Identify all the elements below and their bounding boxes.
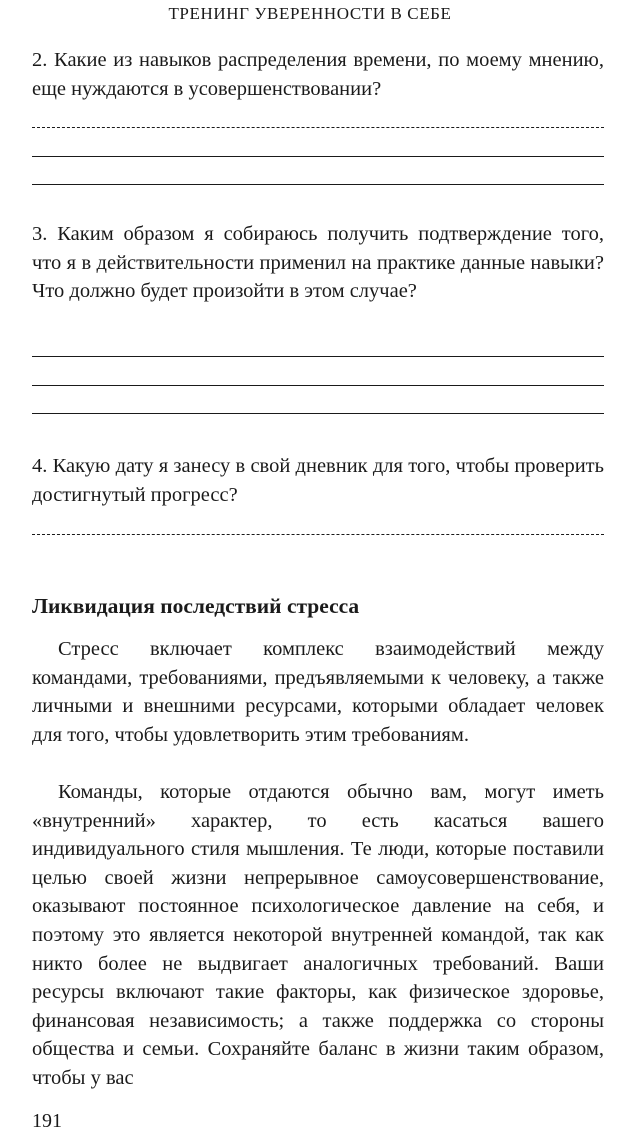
section-title: Ликвидация последствий стресса: [32, 594, 360, 618]
answer-line: [32, 127, 604, 128]
answer-line: [32, 413, 604, 414]
answer-line: [32, 156, 604, 157]
running-head: ТРЕНИНГ УВЕРЕННОСТИ В СЕБЕ: [168, 4, 452, 23]
question-4: 4. Какую дату я занесу в свой дневник для того, чтобы проверить достигнутый прогресс?: [32, 455, 604, 506]
body-paragraph-2: Команды, которые отдаются обычно вам, могут иметь «внутренний» характер, то есть касаться вашего индивидуального стиля мышления. Те люди, которые поставили целью своей жизни непрерывное самоусовершенствование, оказывают постоянное психологическое давление на себя, и поэтому это является некоторой внутренней командой, так как никто более не выдвигает аналогичных требований. Ваши ресурсы включают такие факторы, как физическое здоровье, финансовая независимость; а также поддержка со стороны общества и семьи. Сохраняйте баланс в жизни таким образом, чтобы у вас: [32, 781, 604, 1089]
answer-line: [32, 184, 604, 185]
page-number: 191: [32, 1110, 62, 1132]
answer-lines-question-4: [32, 534, 604, 563]
answer-line: [32, 356, 604, 357]
answer-line: [32, 534, 604, 535]
answer-lines-question-3: [32, 356, 604, 442]
body-paragraph-1: Стресс включает комплекс взаимодействий между командами, требованиями, предъявляемыми к человеку, а также личными и внешними ресурсами, которыми обладает человек для того, чтобы удовлетворить этим требованиям.: [32, 638, 604, 746]
answer-line: [32, 385, 604, 386]
question-3: 3. Каким образом я собираюсь получить подтверждение того, что я в действительности применил на практике данные навыки? Что должно будет произойти в этом случае?: [32, 223, 604, 302]
question-2: 2. Какие из навыков распределения времени, по моему мнению, еще нуждаются в усовершенствовании?: [32, 49, 604, 100]
answer-lines-question-2: [32, 127, 604, 213]
